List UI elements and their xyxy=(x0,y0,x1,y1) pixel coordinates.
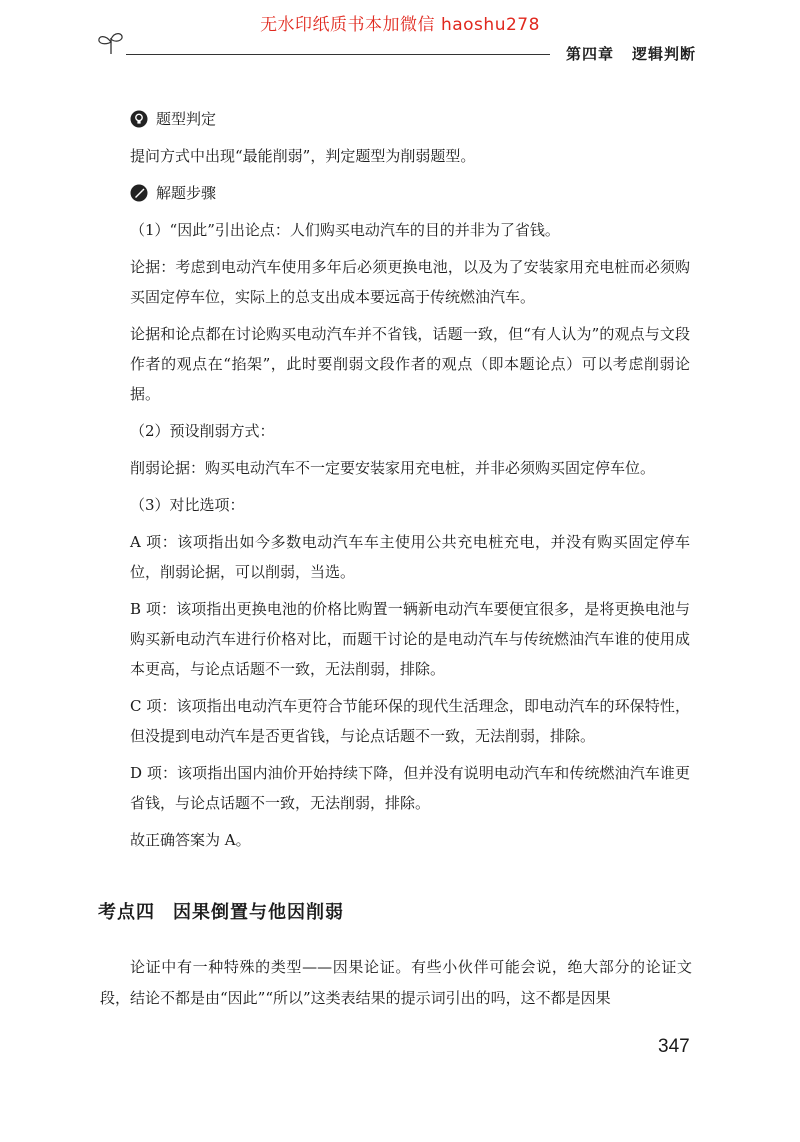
subheading-type-text: 题型判定 xyxy=(156,110,217,128)
step-paragraph: （1）“因此”引出论点：人们购买电动汽车的目的并非为了省钱。 xyxy=(130,221,560,239)
step-paragraph: 论据：考虑到电动汽车使用多年后必须更换电池，以及为了安装家用充电桩而必须购买固定停车位，实际上的总支出成本要远高于传统燃油汽车。 xyxy=(130,258,690,306)
pen-icon xyxy=(130,184,148,202)
page-number: 347 xyxy=(658,1036,690,1057)
main-content xyxy=(130,104,690,862)
subheading-steps xyxy=(130,178,690,208)
step-paragraph: （2）预设削弱方式： xyxy=(130,422,275,440)
section-title: 因果倒置与他因削弱 xyxy=(173,902,344,923)
option-b-paragraph: B 项：该项指出更换电池的价格比购置一辆新电动汽车要便宜很多，是将更换电池与购买新电动汽车进行价格对比，而题干讨论的是电动汽车与传统燃油汽车谁的使用成本更高，与论点话题不一致，无法削弱，排除。 xyxy=(130,600,690,678)
type-paragraph: 提问方式中出现“最能削弱”，判定题型为削弱题型。 xyxy=(130,147,476,165)
chapter-title: 逻辑判断 xyxy=(632,45,697,63)
subheading-steps-text: 解题步骤 xyxy=(156,184,217,202)
section-paragraph: 论证中有一种特殊的类型——因果论证。有些小伙伴可能会说，绝大部分的论证文段，结论不都是由“因此”“所以”这类表结果的提示词引出的吗，这不都是因果 xyxy=(100,958,692,1007)
leaf-ornament-icon xyxy=(96,30,126,56)
option-c-paragraph: C 项：该项指出电动汽车更符合节能环保的现代生活理念，即电动汽车的环保特性，但没提到电动汽车是否更省钱，与论点话题不一致，无法削弱，排除。 xyxy=(130,697,690,745)
lightbulb-icon xyxy=(130,110,148,128)
step-paragraph: （3）对比选项： xyxy=(130,496,245,514)
step-paragraph: 论据和论点都在讨论购买电动汽车并不省钱，话题一致，但“有人认为”的观点与文段作者的观点在“掐架”，此时要削弱文段作者的观点（即本题论点）可以考虑削弱论据。 xyxy=(130,325,690,403)
watermark-text: 无水印纸质书本加微信 haoshu278 xyxy=(260,15,540,35)
step-paragraph: 削弱论据：购买电动汽车不一定要安装家用充电桩，并非必须购买固定停车位。 xyxy=(130,459,656,477)
section-heading xyxy=(98,898,344,924)
option-a-paragraph: A 项：该项指出如今多数电动汽车车主使用公共充电桩充电，并没有购买固定停车位，削弱论据，可以削弱，当选。 xyxy=(130,533,690,581)
answer-paragraph: 故正确答案为 A。 xyxy=(130,831,251,849)
section-label: 考点四 xyxy=(98,902,155,923)
chapter-header xyxy=(566,43,696,64)
option-d-paragraph: D 项：该项指出国内油价开始持续下降，但并没有说明电动汽车和传统燃油汽车谁更省钱，与论点话题不一致，无法削弱，排除。 xyxy=(130,764,690,812)
header-rule xyxy=(126,54,550,55)
subheading-type xyxy=(130,104,690,134)
chapter-number: 第四章 xyxy=(566,45,615,63)
